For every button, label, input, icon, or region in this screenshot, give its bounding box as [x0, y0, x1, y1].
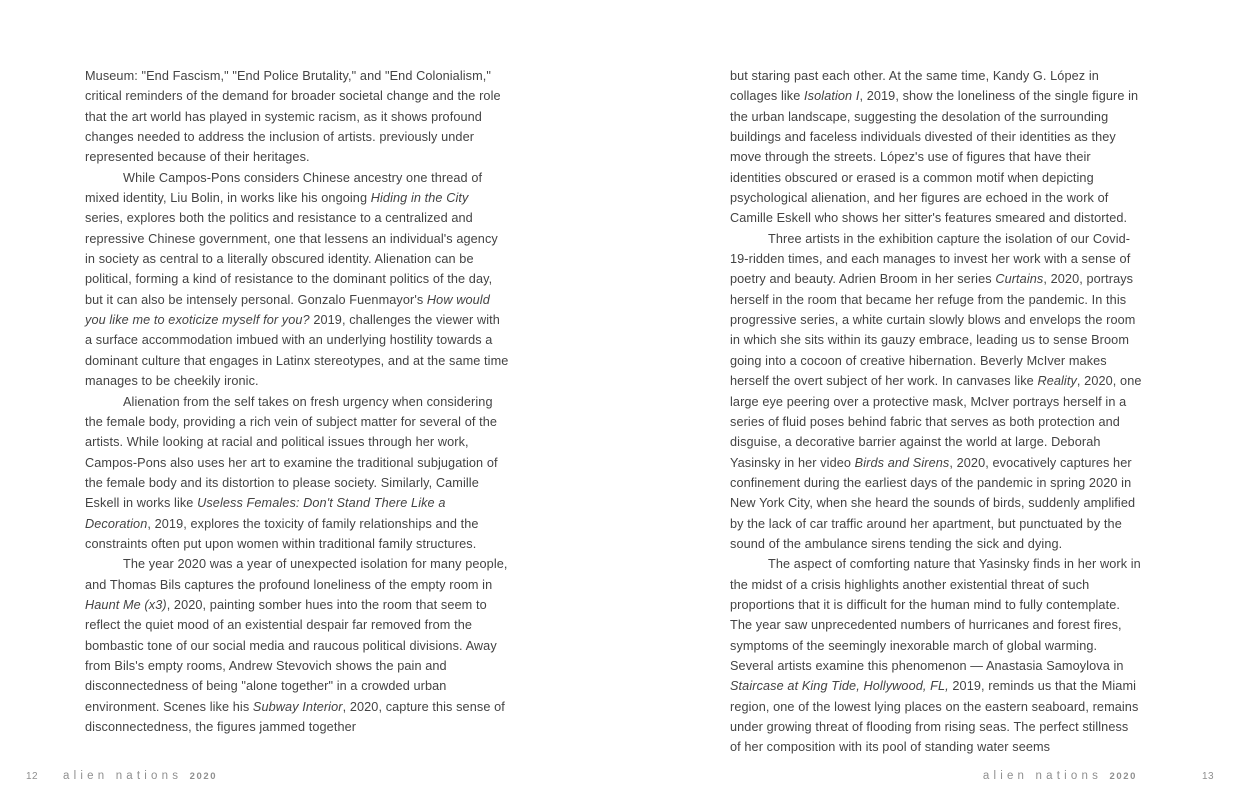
artwork-title: Curtains [995, 272, 1044, 287]
paragraph [85, 554, 509, 737]
text-run: The aspect of comforting nature that Yasinsky finds in her work in the midst of a crisis highlights another existential threat of such proportions that it is difficult for the human mind to fully contemplate. The year saw unprecedented numbers of hurricanes and forest fires, symptoms of the seemingly inexorable march of global warming. Several artists examine this phenomenon — Anastasia Samoylova in [730, 557, 1141, 673]
left-page-text-column [85, 66, 509, 737]
paragraph [730, 229, 1142, 555]
text-run: 2019, reminds us that the Miami region, one of the lowest lying places on the eastern seaboard, remains under growing threat of flooding from rising seas. The perfect stillness of her composition with its pool of standing water seems [730, 679, 1139, 755]
paragraph [730, 66, 1142, 229]
artwork-title: Subway Interior [252, 699, 343, 714]
artwork-title: Haunt Me (x3) [85, 597, 167, 612]
text-run: , 2020, painting somber hues into the room that seem to reflect the quiet mood of an existential despair far removed from the bombastic tone of our social media and raucous political divisions. Away from Bils's empty rooms, Andrew Stevovich shows the pain and disconnectedness of being "alone together" in a crowded urban environment. Scenes like his [85, 597, 497, 714]
page-number-right: 13 [1202, 771, 1215, 782]
text-run: series, explores both the politics and resistance to a centralized and repressive Chinese government, one that lessens an individual's agency in society as central to a literally obscured identity. Alienation can be political, forming a kind of resistance to the dominant politics of the day, but it can also be intensely personal. Gonzalo Fuenmayor's [85, 211, 498, 307]
text-run: Three artists in the exhibition capture the isolation of our Covid-19-ridden times, and each manages to invest her work with a sense of poetry and beauty. Adrien Broom in her series [730, 231, 1131, 287]
artwork-title: Isolation I [804, 89, 860, 104]
right-page-text-column [730, 66, 1142, 758]
text-run: Museum: "End Fascism," "End Police Brutality," and "End Colonialism," critical reminders of the demand for broader societal change and the role that the art world has played in systemic racism, as it shows profound changes needed to address the inclusion of artists. previously under represented because of their heritages. [85, 69, 501, 165]
text-run: 2019, challenges the viewer with a surface accommodation imbued with an underlying hostility towards a dominant culture that engages in Latinx stereotypes, and at the same time manages to be cheekily ironic. [85, 313, 509, 389]
text-run: While Campos-Pons considers Chinese ancestry one thread of mixed identity, Liu Bolin, in works like his ongoing [85, 170, 483, 206]
running-footer-right [983, 770, 1137, 782]
paragraph [730, 554, 1142, 757]
paragraph [85, 168, 509, 392]
artwork-title: Birds and Sirens [854, 455, 950, 470]
footer-title-text-left: alien nations [63, 770, 183, 782]
footer-title-text-right: alien nations [982, 770, 1103, 782]
text-run: , 2019, explores the toxicity of family relationships and the constraints often put upon women within traditional family structures. [85, 516, 479, 551]
paragraph [85, 392, 509, 555]
artwork-title: Staircase at King Tide, Hollywood, FL, [730, 679, 949, 694]
running-footer-left [63, 770, 217, 782]
text-run: Alienation from the self takes on fresh urgency when considering the female body, providing a rich vein of subject matter for several of the artists. While looking at racial and political issues through her work, Campos-Pons also uses her art to examine the traditional subjugation of the female body and its distortion to please society. Similarly, Camille Eskell in works like [85, 394, 498, 511]
text-run: , 2020, evocatively captures her confinement during the earliest days of the pandemic in spring 2020 in New York City, when she heard the sounds of birds, suddenly amplified by the lack of car traffic around her apartment, but punctuated by the sound of the ambulance sirens tending the sick and dying. [730, 455, 1136, 551]
text-run: , 2020, capture this sense of disconnectedness, the figures jammed together [85, 699, 505, 734]
text-run: but staring past each other. At the same time, Kandy G. López in collages like [730, 69, 1099, 104]
artwork-title: Hiding in the City [370, 191, 469, 206]
paragraph [85, 66, 509, 168]
artwork-title: Useless Females: Don't Stand There Like a Decoration [85, 496, 446, 531]
text-run: , 2020, one large eye peering over a protective mask, McIver portrays herself in a series of fluid poses behind fabric that serves as both protection and disguise, a decorative barrier against the world at large. Deborah Yasinsky in her video [730, 374, 1142, 470]
text-run: The year 2020 was a year of unexpected isolation for many people, and Thomas Bils captures the profound loneliness of the empty room in [85, 557, 508, 592]
artwork-title: Reality [1037, 374, 1077, 389]
artwork-title: How would you like me to exoticize myself for you? [85, 292, 490, 328]
text-run: , 2019, show the loneliness of the single figure in the urban landscape, suggesting the desolation of the surrounding buildings and faceless individuals divested of their identities as they move through the streets. López's use of figures that have their identities obscured or erased is a common motif when depicting psychological alienation, and her figures are echoed in the work of Camille Eskell who shows her sitter's features smeared and distorted. [730, 89, 1139, 226]
page-number-left: 12 [26, 771, 39, 782]
text-run: , 2020, portrays herself in the room that became her refuge from the pandemic. In this progressive series, a white curtain slowly blows and envelops the room in which she sits within its gauzy embrace, leading us to sense Broom going into a cocoon of creative hibernation. Beverly McIver makes herself the overt subject of her work. In canvases like [730, 272, 1136, 389]
footer-year-right: 2020 [1109, 771, 1137, 782]
footer-year-left: 2020 [189, 771, 218, 782]
